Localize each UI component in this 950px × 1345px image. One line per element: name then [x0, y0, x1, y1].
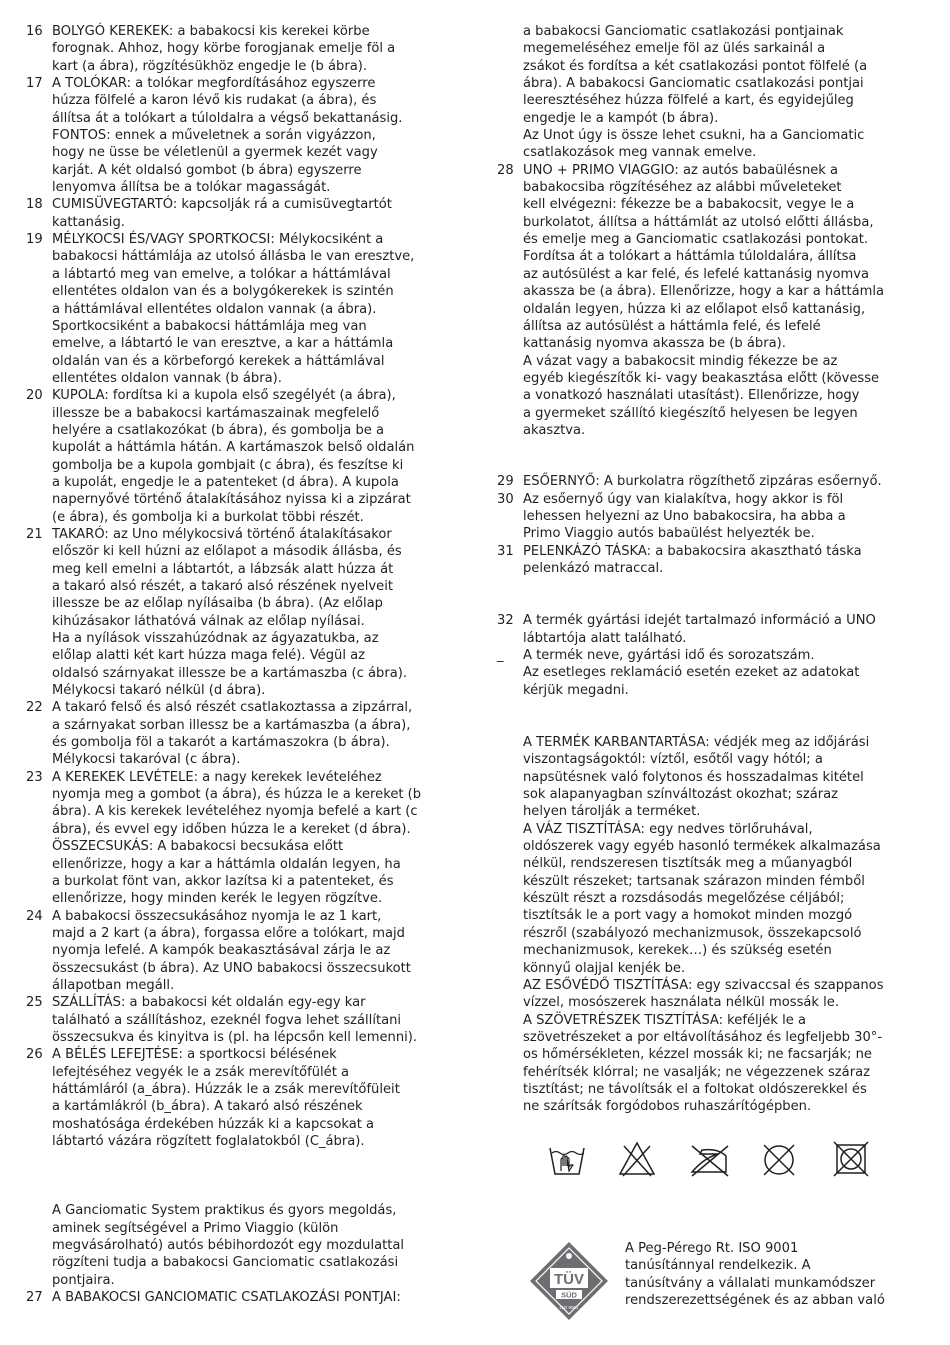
list-item-27 [26, 1289, 452, 1306]
item-number: 30 [497, 491, 514, 507]
no-dry-clean-icon [760, 1140, 798, 1178]
tuv-certification-logo [528, 1240, 610, 1322]
no-bleach-icon [618, 1140, 656, 1178]
item-text: A termék neve, gyártási idő és sorozatszám. Az esetleges reklamáció esetén ezeket az adatokat kérjük megadni. [523, 648, 860, 698]
item-number: 31 [497, 543, 514, 559]
care-symbols [548, 1140, 888, 1180]
list-item-16 [26, 23, 452, 75]
item-text: A BÉLÉS LEFEJTÉSE: a sportkocsi bélésének lefejtéséhez vegyék le a zsák merevítőfülét a háttámláról (a_ábra). Húzzák le a zsák merevítőfüleit a kartámlákról (b_ábra). A takaró alsó részének moshatósága érdekében húzzák ki a kapcsokat a lábtartó vázára rögzített foglalatokból (C_ábra). [52, 1047, 400, 1149]
item-number: 20 [26, 388, 43, 404]
list-item-24 [26, 908, 452, 995]
item-text: TAKARÓ: az Uno mélykocsivá történő átalakításakor először ki kell húzni az előlapot a második állásba, és meg kell emelni a lábtartót, a lábzsák alatt húzza át a takaró alsó részét, a takaró alsó részének nyelveit illessze be az előlap nyílásaiba (b ábra). (Az előlap kihúzásakor láthatóvá válnak az előlap nyílásai. Ha a nyílások visszahúzódnak az ágyazatukba, az előlap alatti két kart húzza maga felé). Végül az oldalsó szárnyakat illessze be a kartámaszba (c ábra). Mélykocsi takaró nélkül (d ábra). [52, 526, 408, 699]
item-number: 25 [26, 995, 43, 1011]
left-column [26, 23, 452, 1306]
item-text: SZÁLLÍTÁS: a babakocsi két oldalán egy-egy kar található a szállításhoz, ezeknél fogva lehet szállítani összecsukva és kinyitva is (pl. ha lépcsőn kell lemenni). [52, 995, 418, 1045]
tuv-brand: TÜV [554, 1271, 584, 1288]
list-item-31 [497, 543, 927, 578]
item-text: Az esőernyő úgy van kialakítva, hogy akkor is föl lehessen helyezni az Uno babakocsira, ha abba a Primo Viaggio autós babaülést helyezték be. [523, 491, 846, 542]
item-number: 19 [26, 232, 43, 248]
tuv-iso: ISO 9001 [559, 1305, 579, 1310]
item-text: A termék gyártási idejét tartalmazó információ a UNO lábtartója alatt található. [523, 613, 876, 646]
list-item-18 [26, 196, 452, 231]
item-text: CUMISÜVEGTARTÓ: kapcsolják rá a cumisüvegtartót kattanásig. [52, 197, 392, 230]
item-27-continuation: a babakocsi Ganciomatic csatlakozási pontjainak megemeléséhez emelje föl az ülés sarkainál a zsákot és fordítsa a két csatlakozási pontot fölfelé (a ábra). A babakocsi Ganciomatic csatlakozási pontjai leeresztéséhez húzza fölfelé a kart, és egyidejűleg engedje le a kampót (b ábra). Az Unot úgy is össze lehet csukni, ha a Ganciomatic csatlakozások meg vannak emelve. [523, 24, 868, 161]
item-text: KUPOLA: fordítsa ki a kupola első szegélyét (a ábra), illessze be a babakocsi kartámaszainak megfelelő helyére a csatlakozókat (b ábra), és gombolja be a kupolát a háttámla hátán. A kartámaszok belső oldalán gombolja be a kupola gombjait (c ábra), és feszítse ki a kupolát, engedje le a patenteket (d ábra). A kupola napernyővé történő átalakításához nyissa ki a zipzárat (e ábra), és gombolja ki a burkolat többi részét. [52, 388, 415, 525]
item-number: 18 [26, 197, 43, 213]
item-text: PELENKÁZÓ TÁSKA: a babakocsira akasztható táska pelenkázó matraccal. [523, 543, 862, 576]
item-bullet: _ [497, 648, 504, 663]
item-number: 29 [497, 474, 514, 490]
list-item-23 [26, 769, 452, 908]
item-number: 23 [26, 769, 43, 785]
item-text: UNO + PRIMO VIAGGIO: az autós babaülésnek a babakocsiba rögzítéséhez az alábbi műveleteket kell elvégezni: fékezze be a babakocsit, vegye le a burkolatot, állítsa a háttámlát az utolsó előtti állásba, és emelje meg a Ganciomatic csatlakozási pontokat. Fordítsa át a tolókart a háttámla túloldalára, állítsa az autósülést a kar felé, és lefelé kattanásig nyomva akassza be (a ábra). Ellenőrizze, hogy a kar a háttámla oldalán legyen, húzza ki az előlapot első kattanásig, állítsa az autósülést a háttámla felé, és lefelé kattanásig nyomva akassza be (b ábra). A vázat vagy a babakocsit mindig fékezze be az egyéb kiegészítők ki- vagy beakasztása előtt (kövesse a vonatkozó használati utasítást). Ellenőrizze, hogy a gyermeket szállító kiegészítő helyesen be legyen akasztva. [523, 162, 885, 438]
item-text: A takaró felső és alsó részét csatlakoztassa a zipzárral, a szárnyakat sorban illessz be a kartámaszba (a ábra), és gombolja föl a takarót a kartámaszokra (b ábra). Mélykocsi takaróval (c ábra). [52, 700, 413, 768]
item-text: BOLYGÓ KEREKEK: a babakocsi kis kerekei körbe forognak. Ahhoz, hogy körbe forogjanak emelje föl a kart (a ábra), rögzítésükhöz engedje le (b ábra). [52, 24, 396, 74]
item-number: 26 [26, 1047, 43, 1063]
list-item-25 [26, 994, 452, 1046]
certification-text: A Peg-Pérego Rt. ISO 9001 tanúsítánnyal rendelkezik. A tanúsítvány a vállalati munkamódszer rendszerezettségének és az abban való [625, 1241, 885, 1309]
maintenance-text: A TERMÉK KARBANTARTÁSA: védjék meg az időjárási viszontagságoktól: víztől, esőtől vagy hótól; a napsütésnek való folytonos és hosszadalmas kitétel sok alapanyagban színváltozást okozhat; száraz helyen tárolják a terméket. A VÁZ TISZTÍTÁSA: egy nedves törlőruhával, oldószerek vagy egyéb hasonló termékek alkalmazása nélkül, rendszeresen tisztítsák meg a műanyagból készült részeket; tartsanak szárazon minden fémből készült részt a rozsdásodás megelőzése céljából; tisztítsák le a port vagy a homokot minden mozgó részről (szabályozó mechanizmusok, összekapcsoló mechanizmusok, kerekek…) és szükség esetén könnyű olajjal kenjék be. AZ ESŐVÉDŐ TISZTÍTÁSA: egy szivaccsal és szappanos vízzel, mosószerek használata nélkül mossák le. A SZÖVETRÉSZEK TISZTÍTÁSA: keféljék le a szövetrészeket a por eltávolításához és legfeljebb 30°- os hőmérsékleten, kézzel mossák ki; ne facsarják; ne fehérítsék klórral; ne vasalják; ne végezzenek száraz tisztítást; ne távolítsák el a foltokat oldószerekkel és ne szárítsák forgódobos ruhaszárítógépben. [523, 735, 884, 1115]
item-number: 28 [497, 162, 514, 178]
item-text: A babakocsi összecsukásához nyomja le az 1 kart, majd a 2 kart (a ábra), forgassa előre a tolókart, majd nyomja lefelé. A kampók beakasztásával zárja le az összecsukást (b ábra). Az UNO babakocsi összecsukott állapotban megáll. [52, 908, 411, 993]
list-item-22 [26, 699, 452, 768]
item-text: MÉLYKOCSI ÉS/VAGY SPORTKOCSI: Mélykocsiként a babakocsi háttámlája az utolsó állásba le van eresztve, a lábtartó meg van emelve, a tolókar a háttámlával ellentétes oldalon van és a bolygókerekek is szintén a háttámlával ellentétes oldalon vannak (a ábra). Sportkocsiként a babakocsi háttámlája meg van emelve, a lábtartó le van eresztve, a kar a háttámla oldalán van és a körbeforgó kerekek a háttámlával ellentétes oldalon vannak (b ábra). [52, 232, 415, 386]
right-column [497, 23, 927, 1116]
list-item-21 [26, 526, 452, 699]
ganciomatic-paragraph: A Ganciomatic System praktikus és gyors megoldás, aminek segítségével a Primo Viaggio (külön megvásárolható) autós bébihordozót egy mozdulattal rögzíteni tudja a babakocsi Ganciomatic csatlakozási pontjaira. [52, 1203, 405, 1288]
list-item-product-info [497, 647, 927, 699]
list-item-32 [497, 612, 927, 647]
list-item-28 [497, 162, 927, 440]
item-number: 27 [26, 1290, 43, 1306]
item-number: 17 [26, 76, 43, 92]
list-item-29 [497, 473, 927, 490]
item-text: A TOLÓKAR: a tolókar megfordításához egyszerre húzza fölfelé a karon lévő kis rudakat (a ábra), és állítsa át a tolókart a túloldalra a végső bekattanásig. FONTOS: ennek a műveletnek a során vigyázzon, hogy ne üsse be véletlenül a gyermek kezét vagy karját. A két oldalsó gombot (b ábra) egyszerre lenyomva állítsa be a tolókar magasságát. [52, 76, 403, 196]
list-item-20 [26, 387, 452, 526]
hand-wash-icon [548, 1140, 586, 1178]
item-number: 32 [497, 613, 514, 629]
item-text: ESŐERNYŐ: A burkolatra rögzíthető zipzáras esőernyő. [523, 474, 882, 490]
item-number: 21 [26, 526, 43, 542]
item-number: 16 [26, 24, 43, 39]
no-iron-icon [688, 1140, 730, 1178]
list-item-19 [26, 231, 452, 387]
item-text: A BABAKOCSI GANCIOMATIC CSATLAKOZÁSI PONTJAI: [52, 1290, 401, 1306]
item-number: 22 [26, 700, 43, 716]
tuv-sub: SÜD [561, 1290, 577, 1300]
no-tumble-dry-icon [832, 1140, 870, 1178]
list-item-17 [26, 75, 452, 196]
list-item-26 [26, 1046, 452, 1150]
item-number: 24 [26, 908, 43, 924]
list-item-30 [497, 491, 927, 543]
item-text: A KEREKEK LEVÉTELE: a nagy kerekek levételéhez nyomja meg a gombot (a ábra), és húzza le a kereket (b ábra). A kis kerekek levételéhez nyomja befelé a kart (c ábra), és evvel egy időben húzza le a kereket (d ábra). ÖSSZECSUKÁS: A babakocsi becsukása előtt ellenőrizze, hogy a kar a háttámla oldalán legyen, ha a burkolat fönt van, akkor lazítsa ki a patenteket, és ellenőrizze, hogy minden kerék le legyen rögzítve. [52, 769, 422, 907]
